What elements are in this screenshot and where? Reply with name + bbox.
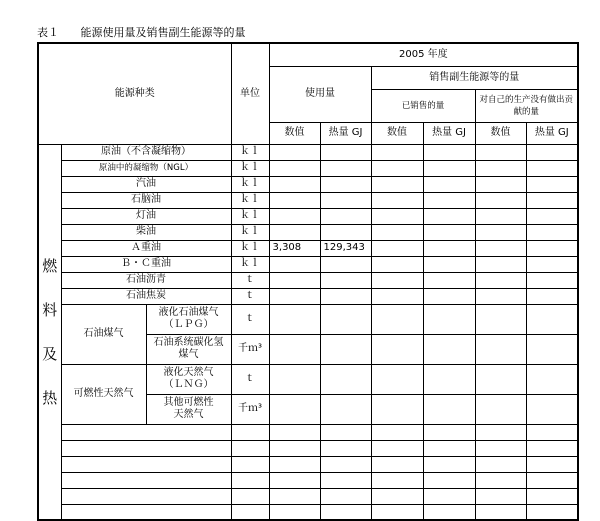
usage-value <box>269 256 320 272</box>
energy-name: 汽油 <box>61 176 231 192</box>
usage-value <box>269 192 320 208</box>
table-row <box>38 256 578 272</box>
group-name-natural-gas: 可燃性天然气 <box>61 364 146 424</box>
sold-heat-header: 热量 GJ <box>423 122 475 144</box>
table-row <box>38 472 578 488</box>
usage-value <box>269 208 320 224</box>
energy-unit: ｋｌ <box>231 240 269 256</box>
energy-name: 石油焦炭 <box>61 288 231 304</box>
energy-name: 石脑油 <box>61 192 231 208</box>
usage-heat <box>320 176 371 192</box>
side-char: 及 <box>42 344 58 363</box>
group-name-petroleum-gas: 石油煤气 <box>61 304 146 364</box>
energy-unit: ｔ <box>231 304 269 334</box>
table-row <box>38 192 578 208</box>
energy-name: 柴油 <box>61 224 231 240</box>
energy-unit: ｋｌ <box>231 160 269 176</box>
energy-name: 灯油 <box>61 208 231 224</box>
usage-heat-header: 热量 GJ <box>320 122 371 144</box>
table-row <box>38 456 578 472</box>
energy-name: Ｂ・Ｃ重油 <box>61 256 231 272</box>
usage-value-header: 数值 <box>269 122 320 144</box>
table-row <box>38 160 578 176</box>
usage-heat <box>320 144 371 160</box>
sold-byproduct-header: 销售副生能源等的量 <box>371 66 578 89</box>
usage-heat <box>320 224 371 240</box>
side-char: 热 <box>42 388 58 407</box>
table-row <box>38 176 578 192</box>
sold-value-header: 数值 <box>371 122 423 144</box>
energy-type-header: 能源种类 <box>38 43 231 144</box>
table-row <box>38 304 578 334</box>
usage-value <box>269 144 320 160</box>
usage-heat <box>320 272 371 288</box>
energy-unit: ｋｌ <box>231 192 269 208</box>
unit-header: 单位 <box>231 43 269 144</box>
fuel-heat-group-label <box>38 144 61 520</box>
energy-unit: ｋｌ <box>231 176 269 192</box>
energy-name: 液化石油煤气 （ＬＰＧ） <box>146 304 231 334</box>
table-row <box>38 224 578 240</box>
usage-value: 3,308 <box>269 240 320 256</box>
energy-unit: ｋｌ <box>231 144 269 160</box>
energy-name: 石油沥青 <box>61 272 231 288</box>
energy-unit: ｔ <box>231 364 269 394</box>
usage-heat <box>320 288 371 304</box>
usage-value <box>269 160 320 176</box>
energy-unit: ｔ <box>231 288 269 304</box>
usage-value <box>269 224 320 240</box>
usage-heat: 129,343 <box>320 240 371 256</box>
energy-unit: ｋｌ <box>231 208 269 224</box>
usage-heat <box>320 160 371 176</box>
energy-unit: 千ｍ³ <box>231 394 269 424</box>
energy-name: Ａ重油 <box>61 240 231 256</box>
energy-unit: ｔ <box>231 272 269 288</box>
table-row <box>38 440 578 456</box>
table-row <box>38 424 578 440</box>
side-char: 料 <box>42 300 58 319</box>
table-row <box>38 288 578 304</box>
energy-name: 石油系统碳化氢 煤气 <box>146 334 231 364</box>
usage-value <box>269 288 320 304</box>
table-row <box>38 240 578 256</box>
table-row <box>38 504 578 520</box>
energy-unit: ｋｌ <box>231 256 269 272</box>
energy-name: 原油（不含凝缩物） <box>61 144 231 160</box>
table-row <box>38 144 578 160</box>
table-row <box>38 272 578 288</box>
energy-name: 其他可燃性 天然气 <box>146 394 231 424</box>
table-row <box>38 364 578 394</box>
energy-name: 液化天然气 （ＬＮＧ） <box>146 364 231 394</box>
side-char: 燃 <box>42 256 58 275</box>
usage-heat <box>320 208 371 224</box>
usage-value <box>269 176 320 192</box>
table-row <box>38 208 578 224</box>
not-sold-value-header: 数值 <box>475 122 526 144</box>
energy-name: 原油中的凝缩物（NGL） <box>61 160 231 176</box>
energy-unit: ｋｌ <box>231 224 269 240</box>
usage-value <box>269 272 320 288</box>
usage-heat <box>320 256 371 272</box>
table-number: 表１ <box>37 26 59 39</box>
sold-header: 已销售的量 <box>371 89 475 122</box>
energy-unit: 千ｍ³ <box>231 334 269 364</box>
table-title: 能源使用量及销售副生能源等的量 <box>80 26 246 39</box>
not-sold-header: 对自己的生产没有做出贡献的量 <box>475 89 578 122</box>
table-row <box>38 488 578 504</box>
energy-usage-table <box>37 42 579 521</box>
usage-header: 使用量 <box>269 66 371 122</box>
table-caption <box>37 24 246 40</box>
year-header: 2005 年度 <box>269 43 578 66</box>
usage-heat <box>320 192 371 208</box>
not-sold-heat-header: 热量 GJ <box>526 122 578 144</box>
